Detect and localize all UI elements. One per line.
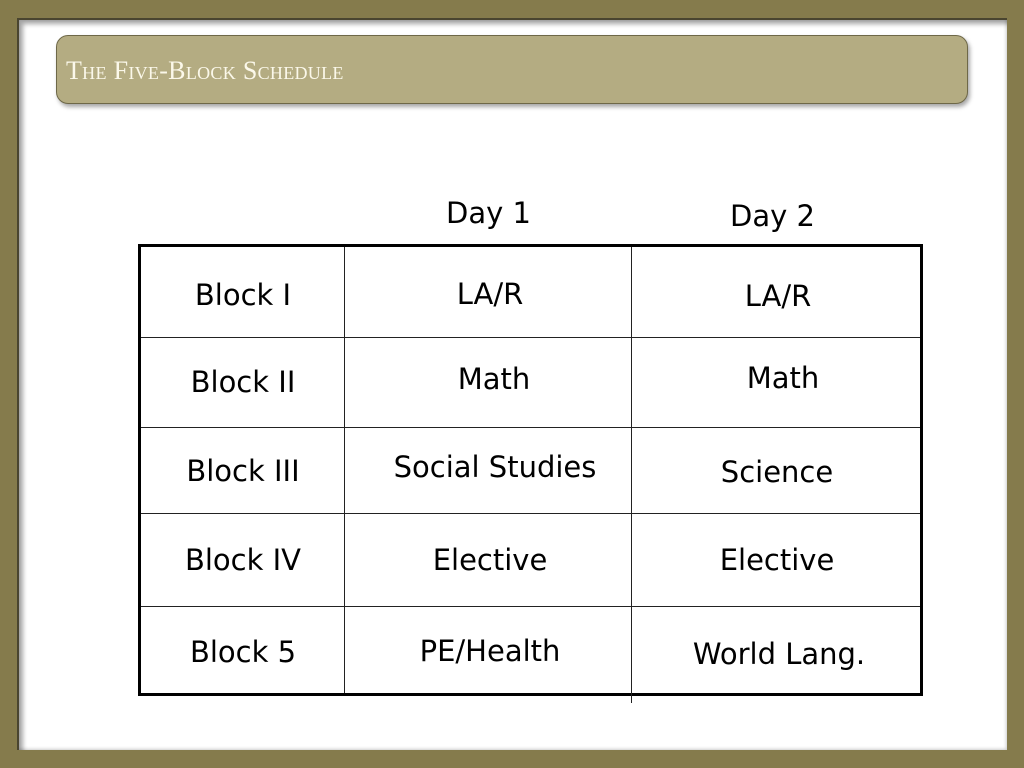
day1-cell [344, 607, 631, 693]
block-cell [141, 607, 344, 693]
block-label: Block III [186, 454, 300, 488]
day1-subject: Elective [432, 543, 548, 577]
day1-cell [344, 247, 631, 337]
day2-subject: Elective [719, 543, 835, 577]
day2-cell [631, 247, 921, 337]
day2-subject: Science [720, 455, 834, 489]
table-row [141, 427, 920, 513]
title-bar [56, 35, 968, 104]
block-label: Block I [194, 278, 292, 312]
day2-cell [631, 514, 921, 606]
day2-cell [631, 338, 921, 427]
day1-subject: Math [457, 362, 531, 396]
block-cell [141, 247, 344, 337]
block-label: Block II [190, 365, 296, 399]
day1-subject: LA/R [456, 277, 524, 311]
block-cell [141, 338, 344, 427]
table-row [141, 337, 920, 427]
day2-cell [631, 607, 921, 693]
day1-subject: Social Studies [393, 450, 597, 484]
day2-cell [631, 428, 921, 513]
schedule-table [138, 244, 923, 696]
day1-subject: PE/Health [419, 634, 561, 668]
block-cell [141, 428, 344, 513]
block-cell [141, 514, 344, 606]
block-label: Block IV [184, 543, 302, 577]
day1-cell [344, 514, 631, 606]
table-row [141, 513, 920, 606]
day2-subject: Math [746, 361, 820, 395]
block-label: Block 5 [189, 635, 297, 669]
day1-cell [344, 338, 631, 427]
table-row [141, 606, 920, 693]
day1-cell [344, 428, 631, 513]
column-header-day-2: Day 2 [730, 199, 815, 233]
day2-subject: LA/R [744, 279, 812, 313]
table-row [141, 247, 920, 337]
column-header-day-1: Day 1 [446, 196, 531, 230]
day2-subject: World Lang. [692, 637, 866, 671]
slide-title: The Five-Block Schedule [66, 56, 344, 85]
